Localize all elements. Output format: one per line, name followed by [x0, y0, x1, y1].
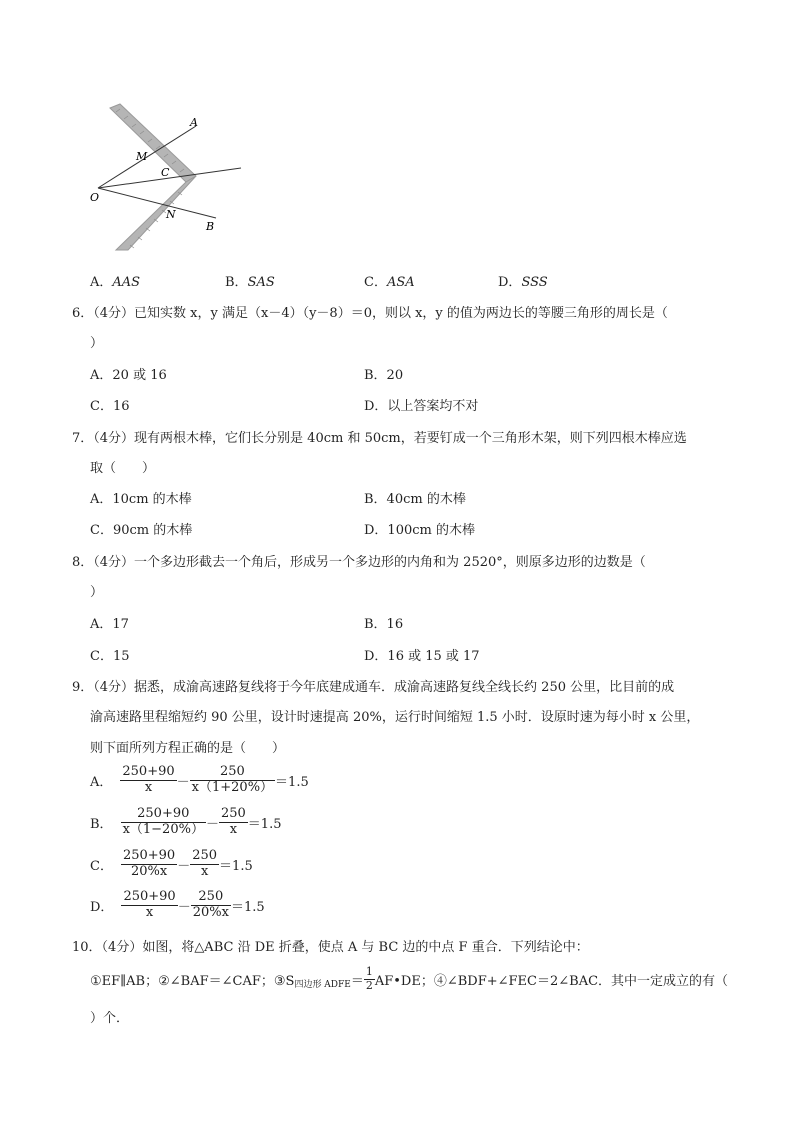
q6-option-b: B．20: [364, 368, 404, 383]
q8-option-a: A．17: [90, 617, 129, 632]
q9-stem-cont2: 则下面所列方程正确的是（ ）: [90, 741, 286, 756]
q5-option-c: C．ASA: [364, 275, 415, 290]
q9-stem-cont1: 渝高速路里程缩短约 90 公里，设计时速提高 20%，运行时间缩短 1.5 小时．设原时速为每小时 x 公里，: [90, 710, 700, 725]
q7-stem-cont: 取（ ）: [90, 461, 156, 476]
q5-option-a: A．AAS: [90, 275, 141, 290]
q8-option-c: C．15: [90, 649, 130, 664]
label-A: A: [190, 116, 198, 129]
ruler-upper: [110, 104, 196, 182]
q5-option-d: D．SSS: [498, 275, 548, 290]
q7-option-c: C．90cm 的木棒: [90, 523, 193, 538]
q10-stem-cont: ）个．: [90, 1011, 130, 1026]
q8-stem: 8．（4分）一个多边形截去一个角后，形成另一个多边形的内角和为 2520°，则原多边形的边数是（: [72, 555, 646, 570]
q10-statements: ①EF∥AB；②∠BAF＝∠CAF；③S 四边形 ADFE ＝ $\frac{1}{2}$ AF•DE；④∠BDF+∠FEC＝2∠BAC．其中一定成立的有（: [90, 965, 729, 992]
q5-option-b: B．SAS: [225, 275, 275, 290]
q9-option-b: B． $\frac{250+90}{x(1-20\%)}$ － $\frac{250}{x}$ ＝1.5: [90, 806, 282, 837]
q8-option-d: D．16 或 15 或 17: [364, 649, 480, 664]
q9-option-c: C． $\frac{250+90}{20\%x}$ － $\frac{250}{x}$ ＝1.5: [90, 848, 253, 879]
label-C: C: [161, 166, 170, 179]
q6-stem-cont: ）: [90, 336, 104, 351]
label-B: B: [206, 220, 215, 233]
q10-stem: 10．（4分）如图，将△ABC 沿 DE 折叠，使点 A 与 BC 边的中点 F 重合．下列结论中：: [72, 940, 589, 955]
q8-stem-cont: ）: [90, 585, 104, 600]
q7-option-d: D．100cm 的木棒: [364, 523, 475, 538]
q7-option-b: B．40cm 的木棒: [364, 492, 466, 507]
label-M: M: [136, 150, 148, 163]
protractor-figure: [86, 100, 246, 252]
q9-option-d: D． $\frac{250+90}{x}$ － $\frac{250}{20\%x}$ ＝1.5: [90, 889, 265, 920]
q8-option-b: B．16: [364, 617, 404, 632]
q7-option-a: A．10cm 的木棒: [90, 492, 192, 507]
q9-stem: 9．（4分）据悉，成渝高速路复线将于今年底建成通车．成渝高速路复线全线长约 250 公里，比目前的成: [72, 680, 675, 695]
label-N: N: [166, 208, 176, 221]
ruler-lower: [116, 176, 196, 250]
q7-stem: 7．（4分）现有两根木棒，它们长分别是 40cm 和 50cm，若要钉成一个三角形木架，则下列四根木棒应选: [72, 431, 687, 446]
q9-option-a: A． $\frac{250+90}{x}$ － $\frac{250}{x(1+20\%)}$ ＝1.5: [90, 764, 309, 795]
q6-stem: 6．（4分）已知实数 x，y 满足（x－4）（y－8）＝0，则以 x，y 的值为两边长的等腰三角形的周长是（: [72, 306, 668, 321]
q6-option-d: D．以上答案均不对: [364, 399, 479, 414]
ray-OC: [98, 168, 241, 188]
q6-option-c: C．16: [90, 399, 130, 414]
q6-option-a: A．20 或 16: [90, 368, 167, 383]
label-O: O: [90, 191, 100, 204]
